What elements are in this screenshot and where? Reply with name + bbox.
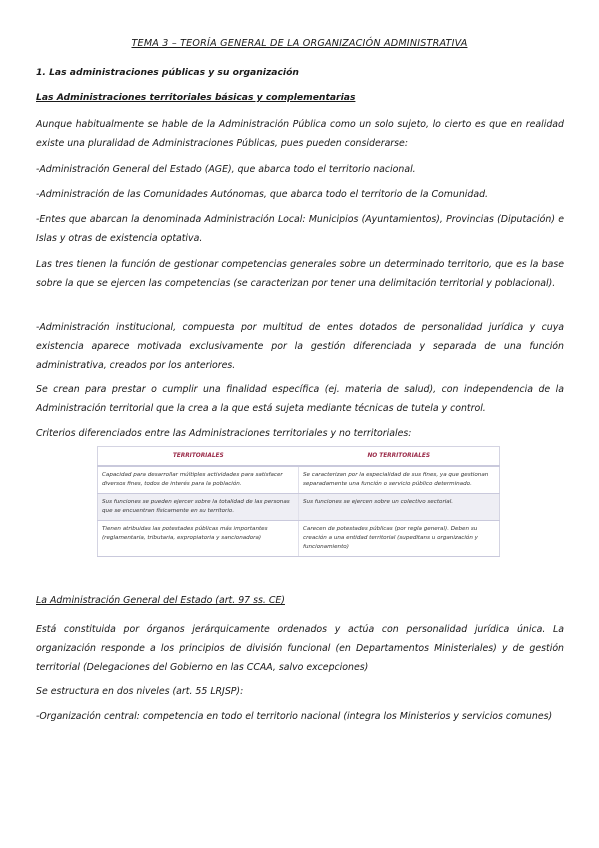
section-heading: 1. Las administraciones públicas y su organización bbox=[36, 67, 299, 78]
table-header-row bbox=[98, 447, 500, 467]
list-item: -Organización central: competencia en todo el territorio nacional (integra los Ministerios y servicios comunes) bbox=[36, 711, 553, 722]
page-title: TEMA 3 – TEORÍA GENERAL DE LA ORGANIZACIÓN ADMINISTRATIVA bbox=[131, 38, 468, 49]
list-item: -Administración institucional, compuesta por multitud de entes dotados de personalidad jurídica y cuya existencia aparece motivada exclusivamente por la gestión diferenciada y separada de una función administrativa, creados por los anteriores. bbox=[36, 322, 564, 371]
subsection-heading: Las Administraciones territoriales básicas y complementarias bbox=[36, 92, 356, 103]
subsection-heading: La Administración General del Estado (art. 97 ss. CE) bbox=[36, 595, 285, 606]
list-item: -Administración de las Comunidades Autónomas, que abarca todo el territorio de la Comunidad. bbox=[36, 189, 489, 200]
paragraph: Las tres tienen la función de gestionar competencias generales sobre un determinado territorio, que es la base sobre la que se ejercen las competencias (se caracterizan por tener una delimitación territorial y poblacional). bbox=[36, 259, 564, 289]
paragraph: Aunque habitualmente se hable de la Administración Pública como un solo sujeto, lo cierto es que en realidad existe una pluralidad de Administraciones Públicas, pues pueden considerarse: bbox=[36, 119, 564, 149]
table-header-territoriales: TERRITORIALES bbox=[98, 447, 299, 467]
list-item: -Administración General del Estado (AGE), que abarca todo el territorio nacional. bbox=[36, 164, 416, 175]
list-item: -Entes que abarcan la denominada Administración Local: Municipios (Ayuntamientos), Provincias (Diputación) e Islas y otras de existencia optativa. bbox=[36, 214, 564, 244]
table-row bbox=[98, 521, 500, 557]
table-cell: Carecen de potestades públicas (por regla general). Deben su creación a una entidad territorial (supeditans u organización y funcionamiento) bbox=[299, 521, 500, 557]
paragraph: Criterios diferenciados entre las Administraciones territoriales y no territoriales: bbox=[36, 428, 412, 439]
table-row bbox=[98, 494, 500, 521]
table-header-no-territoriales: NO TERRITORIALES bbox=[299, 447, 500, 467]
table-cell: Tienen atribuidas las potestades públicas más importantes (reglamentaria, tributaria, expropiatoria y sancionadora) bbox=[98, 521, 299, 557]
table-cell: Se caracterizan por la especialidad de sus fines, ya que gestionan separadamente una función o servicio público determinado. bbox=[299, 466, 500, 494]
paragraph: Está constituida por órganos jerárquicamente ordenados y actúa con personalidad jurídica única. La organización responde a los principios de división funcional (en Departamentos Ministeriales) y de gestión territorial (Delegaciones del Gobierno en las CCAA, salvo excepciones) bbox=[36, 624, 564, 673]
table-cell: Sus funciones se ejercen sobre un colectivo sectorial. bbox=[299, 494, 500, 521]
paragraph: Se crean para prestar o cumplir una finalidad específica (ej. materia de salud), con independencia de la Administración territorial que la crea a la que está sujeta mediante técnicas de tutela y control. bbox=[36, 384, 564, 414]
table-row bbox=[98, 466, 500, 494]
paragraph: Se estructura en dos niveles (art. 55 LRJSP): bbox=[36, 686, 244, 697]
table-cell: Capacidad para desarrollar múltiples actividades para satisfacer diversos fines, todos de interés para la población. bbox=[98, 466, 299, 494]
table-cell: Sus funciones se pueden ejercer sobre la totalidad de las personas que se encuentran físicamente en su territorio. bbox=[98, 494, 299, 521]
criteria-table bbox=[97, 446, 500, 557]
